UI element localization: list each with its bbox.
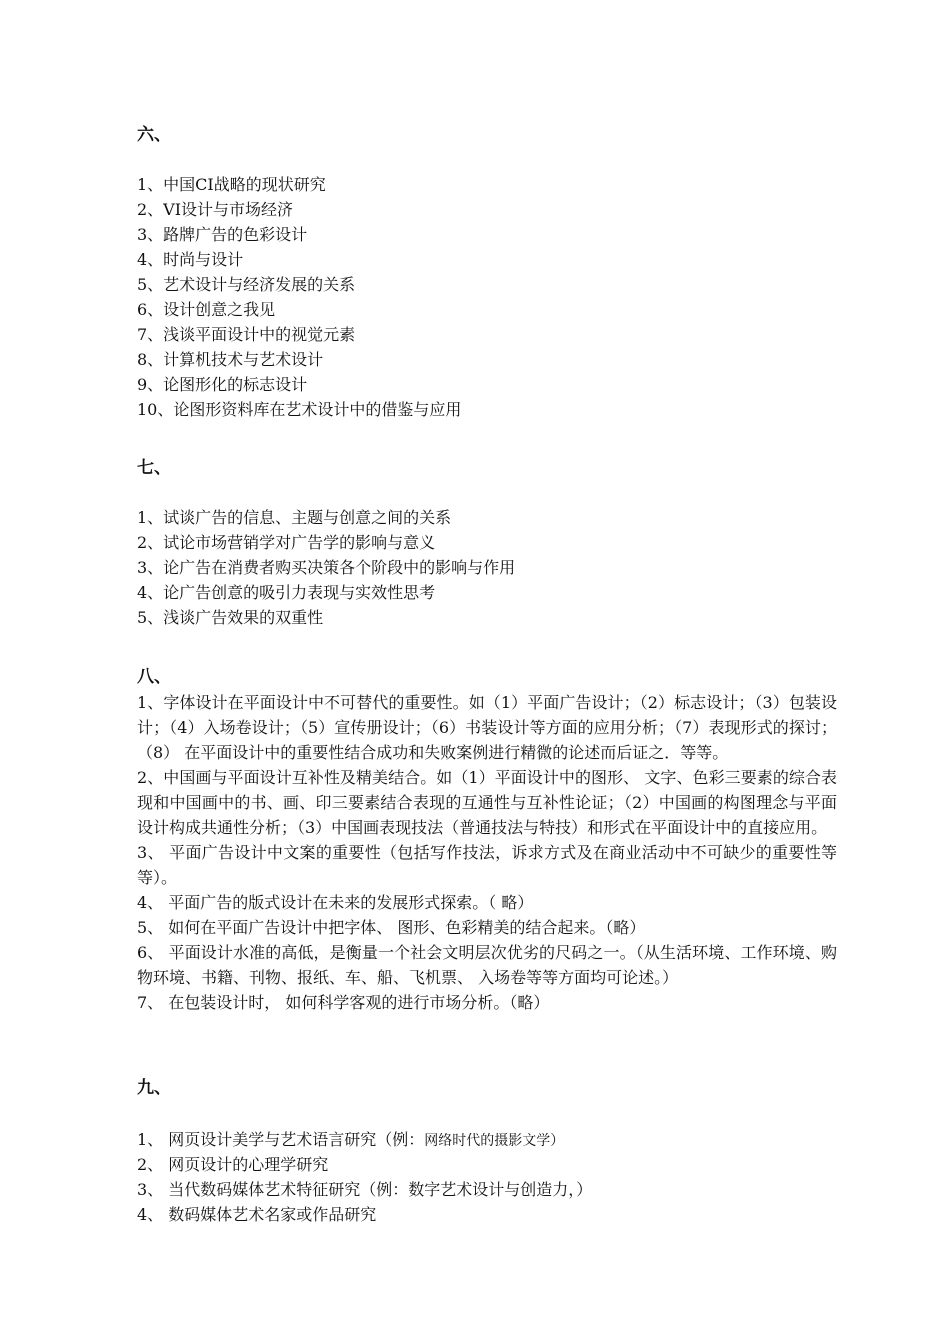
list-item: 2、VI设计与市场经济 [137, 200, 294, 219]
list-item: 1、中国CI战略的现状研究 [137, 175, 326, 194]
list-item: 2、 网页设计的心理学研究 [137, 1155, 329, 1174]
list-item-main: 1、 网页设计美学与艺术语言研究（例： [137, 1130, 425, 1149]
section-9 [137, 1075, 837, 1227]
list-item: 8、计算机技术与艺术设计 [137, 350, 324, 369]
section-heading: 七、 [137, 458, 171, 478]
list-item: 7、浅谈平面设计中的视觉元素 [137, 325, 356, 344]
list-item: 4、论广告创意的吸引力表现与实效性思考 [137, 583, 436, 602]
list-item: 3、 平面广告设计中文案的重要性（包括写作技法，诉求方式及在商业活动中不可缺少的重要性等等）。 [137, 843, 837, 887]
list-item: 5、艺术设计与经济发展的关系 [137, 275, 356, 294]
section-heading: 九、 [137, 1078, 171, 1098]
list-item: 1、试谈广告的信息、主题与创意之间的关系 [137, 508, 452, 527]
section-8 [137, 664, 837, 1015]
list-item: 5、 如何在平面广告设计中把字体、 图形、色彩精美的结合起来。（略） [137, 918, 646, 937]
document-page [137, 122, 837, 1227]
list-item: 5、浅谈广告效果的双重性 [137, 608, 324, 627]
list-item: 4、 平面广告的版式设计在未来的发展形式探索。（ 略） [137, 893, 534, 912]
list-item: 3、路牌广告的色彩设计 [137, 225, 308, 244]
list-item: 1、字体设计在平面设计中不可替代的重要性。如（1）平面广告设计；（2）标志设计；（3）包装设计；（4）入场卷设计；（5）宣传册设计；（6）书装设计等方面的应用分析；（7）表现形式的探讨；（8） 在平面设计中的重要性结合成功和失败案例进行精微的论述而后证之．等等。 [137, 693, 837, 762]
list-item: 3、 当代数码媒体艺术特征研究（例：数字艺术设计与创造力，） [137, 1180, 593, 1199]
list-item: 9、论图形化的标志设计 [137, 375, 308, 394]
section-7 [137, 455, 837, 630]
list-item: 7、 在包装设计时， 如何科学客观的进行市场分析。（略） [137, 993, 550, 1012]
list-item-example: 网络时代的摄影文学） [424, 1133, 565, 1149]
list-item: 10、论图形资料库在艺术设计中的借鉴与应用 [137, 400, 462, 419]
list-item: 4、 数码媒体艺术名家或作品研究 [137, 1205, 377, 1224]
section-6 [137, 122, 837, 422]
list-item [137, 1127, 837, 1152]
list-item: 3、论广告在消费者购买决策各个阶段中的影响与作用 [137, 558, 516, 577]
section-heading: 六、 [137, 125, 171, 145]
list-item: 2、中国画与平面设计互补性及精美结合。如（1）平面设计中的图形、 文字、色彩三要素的综合表现和中国画中的书、画、印三要素结合表现的互通性与互补性论证；（2）中国画的构图理念与平面设计构成共通性分析；（3）中国画表现技法（普通技法与特技）和形式在平面设计中的直接应用。 [137, 768, 837, 837]
list-item: 4、时尚与设计 [137, 250, 244, 269]
list-item: 2、试论市场营销学对广告学的影响与意义 [137, 533, 436, 552]
list-item: 6、设计创意之我见 [137, 300, 276, 319]
section-heading: 八、 [137, 667, 171, 687]
list-item: 6、 平面设计水准的高低，是衡量一个社会文明层次优劣的尺码之一。（从生活环境、工作环境、购物环境、书籍、刊物、报纸、车、船、飞机票、 入场卷等等方面均可论述。） [137, 943, 837, 987]
